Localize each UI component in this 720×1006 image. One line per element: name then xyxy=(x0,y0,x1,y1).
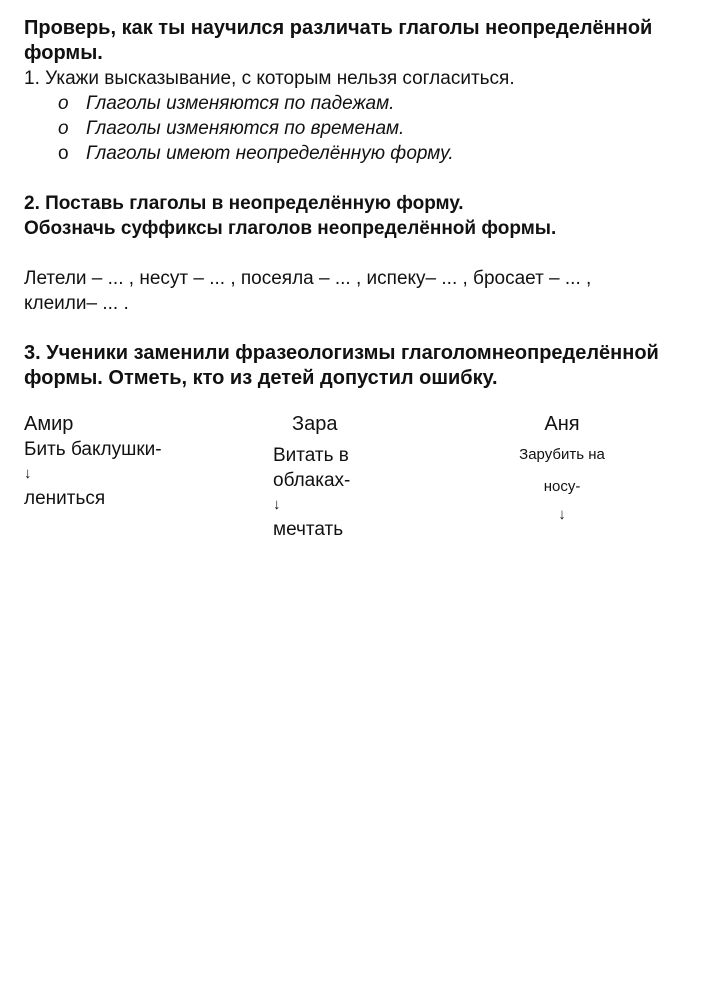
option-2[interactable] xyxy=(24,116,700,141)
question-1-options xyxy=(24,91,700,166)
option-marker: o xyxy=(58,118,69,139)
question-3-line2: формы. Отметь, кто из детей допустил ошибку. xyxy=(24,367,498,389)
student-name: Амир xyxy=(24,413,74,435)
down-arrow-icon: ↓ xyxy=(558,506,566,523)
option-1[interactable] xyxy=(24,91,700,116)
students-answers xyxy=(24,411,700,571)
phrase-line1: Зарубить на xyxy=(519,446,605,463)
option-text: Глаголы имеют неопределённую форму. xyxy=(86,143,454,164)
student-name: Зара xyxy=(292,413,338,435)
verbs-list-line2: клеили– ... . xyxy=(24,293,129,314)
option-marker: o xyxy=(58,93,69,114)
phrase-line2: облаках- xyxy=(273,470,351,491)
worksheet xyxy=(24,16,700,391)
verb: мечтать xyxy=(273,519,344,540)
option-text: Глаголы изменяются по падежам. xyxy=(86,93,395,114)
question-2-line1: 2. Поставь глаголы в неопределённую форму. xyxy=(24,193,464,214)
student-anya[interactable] xyxy=(500,411,624,527)
down-arrow-icon: ↓ xyxy=(24,465,32,482)
option-text: Глаголы изменяются по временам. xyxy=(86,118,405,139)
worksheet-title-line1: Проверь, как ты научился различать глаголы неопределённой xyxy=(24,17,653,39)
verb: лениться xyxy=(24,488,106,509)
down-arrow-icon: ↓ xyxy=(273,496,281,513)
question-2-line2: Обозначь суффиксы глаголов неопределённой формы. xyxy=(24,218,557,239)
phrase-line2: носу- xyxy=(543,478,581,495)
student-amir[interactable] xyxy=(24,411,162,511)
option-3[interactable] xyxy=(24,141,700,166)
worksheet-title-line2: формы. xyxy=(24,42,103,64)
phrase-line1: Витать в xyxy=(273,445,349,466)
question-1-text: 1. Укажи высказывание, с которым нельзя согласиться. xyxy=(24,68,515,89)
question-3-line1: 3. Ученики заменили фразеологизмы глаголомнеопределённой xyxy=(24,342,659,364)
student-zara[interactable] xyxy=(273,411,393,542)
student-name: Аня xyxy=(544,413,580,435)
option-marker: o xyxy=(58,143,69,164)
verbs-list-line1: Летели – ... , несут – ... , посеяла – ... , испеку– ... , бросает – ... , xyxy=(24,268,592,289)
phrase: Бить баклушки- xyxy=(24,439,162,460)
